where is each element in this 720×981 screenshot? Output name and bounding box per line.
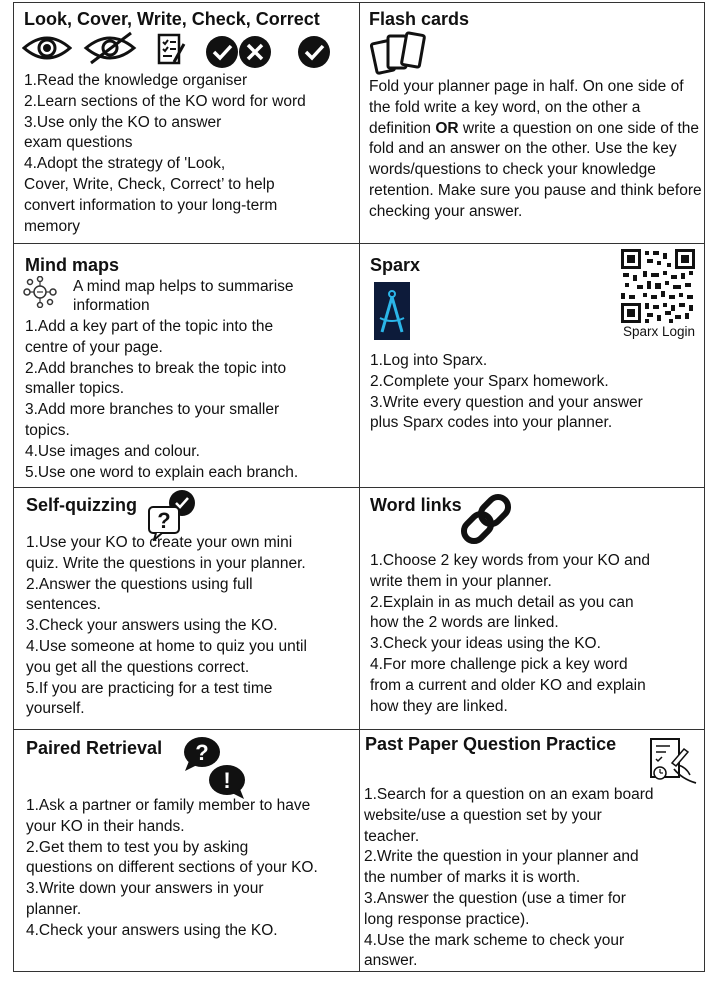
- mind-maps-body: 1.Add a key part of the topic into the centre of your page. 2.Add branches to break the topic into smaller topics. 3.Add more branches to your smaller topics. 4.Use images and colour. 5.Use one word to explain each branch.: [25, 318, 299, 481]
- past-paper-title: Past Paper Question Practice: [365, 734, 617, 754]
- grid-divider-2: [13, 487, 705, 488]
- look-cover-section: [24, 8, 356, 30]
- sparx-logo-icon: [374, 282, 410, 340]
- word-links-title: Word links: [370, 495, 462, 515]
- sparx-qr-label: Sparx Login: [622, 324, 696, 339]
- cards-icon: [370, 30, 428, 76]
- flash-cards-body: Fold your planner page in half. On one side of the fold write a key word, on the other a definition OR write a question on one side of the fold and an answer on the other. Use the key words/questions to check your knowledge retention. Make sure you pause and think before checking your answer.: [369, 78, 702, 220]
- svg-text:?: ?: [157, 508, 171, 533]
- check-icon: [296, 34, 332, 70]
- chain-link-icon: [455, 490, 517, 548]
- flash-cards-title: Flash cards: [369, 9, 470, 29]
- mind-map-icon: [22, 276, 58, 308]
- svg-text:!: !: [223, 768, 231, 793]
- sparx-body: 1.Log into Sparx. 2.Complete your Sparx homework. 3.Write every question and your answer plus Sparx codes into your planner.: [370, 352, 643, 432]
- check-cross-icon: [204, 34, 274, 70]
- paired-retrieval-title: Paired Retrieval: [26, 738, 163, 758]
- mind-maps-title: Mind maps: [25, 255, 120, 275]
- eye-icon: [22, 32, 72, 64]
- exam-paper-icon: [648, 737, 700, 787]
- self-quizzing-body: 1.Use your KO to create your own mini quiz. Write the questions in your planner. 2.Answer the questions using full sentences. 3.Check your answers using the KO. 4.Use someone at home to quiz you until you get all the questions correct. 5.If you are practicing for a test time yourself.: [26, 534, 307, 718]
- look-cover-title: Look, Cover, Write, Check, Correct: [24, 9, 320, 29]
- sparx-title: Sparx: [370, 255, 421, 275]
- paired-retrieval-body: 1.Ask a partner or family member to have your KO in their hands. 2.Get them to test you by asking questions on different sections of your KO. 3.Write down your answers in your planner. 4.Check your answers using the KO.: [26, 797, 318, 939]
- svg-text:?: ?: [195, 740, 209, 765]
- look-cover-body: 1.Read the knowledge organiser 2.Learn sections of the KO word for word 3.Use only the KO to answer exam questions 4.Adopt the strategy of 'Look, Cover, Write, Check, Correct’ to help convert information to your long-term memory: [24, 72, 306, 235]
- grid-divider-1: [13, 243, 705, 244]
- eye-crossed-icon: [83, 30, 137, 66]
- word-links-body: 1.Choose 2 key words from your KO and write them in your planner. 2.Explain in as much detail as you can how the 2 words are linked. 3.Check your ideas using the KO. 4.For more challenge pick a key word from a current and older KO and explain how they are linked.: [370, 552, 650, 715]
- qr-code-icon: [621, 249, 695, 323]
- past-paper-body: 1.Search for a question on an exam board website/use a question set by your teacher. 2.Write the question in your planner and the number of marks it is worth. 3.Answer the question (use a timer for long response practice). 4.Use the mark scheme to check your answer.: [364, 786, 654, 970]
- mind-maps-intro: A mind map helps to summarise information: [73, 278, 294, 314]
- self-quizzing-title: Self-quizzing: [26, 495, 137, 515]
- checklist-icon: [156, 32, 188, 68]
- grid-divider-3: [13, 729, 705, 730]
